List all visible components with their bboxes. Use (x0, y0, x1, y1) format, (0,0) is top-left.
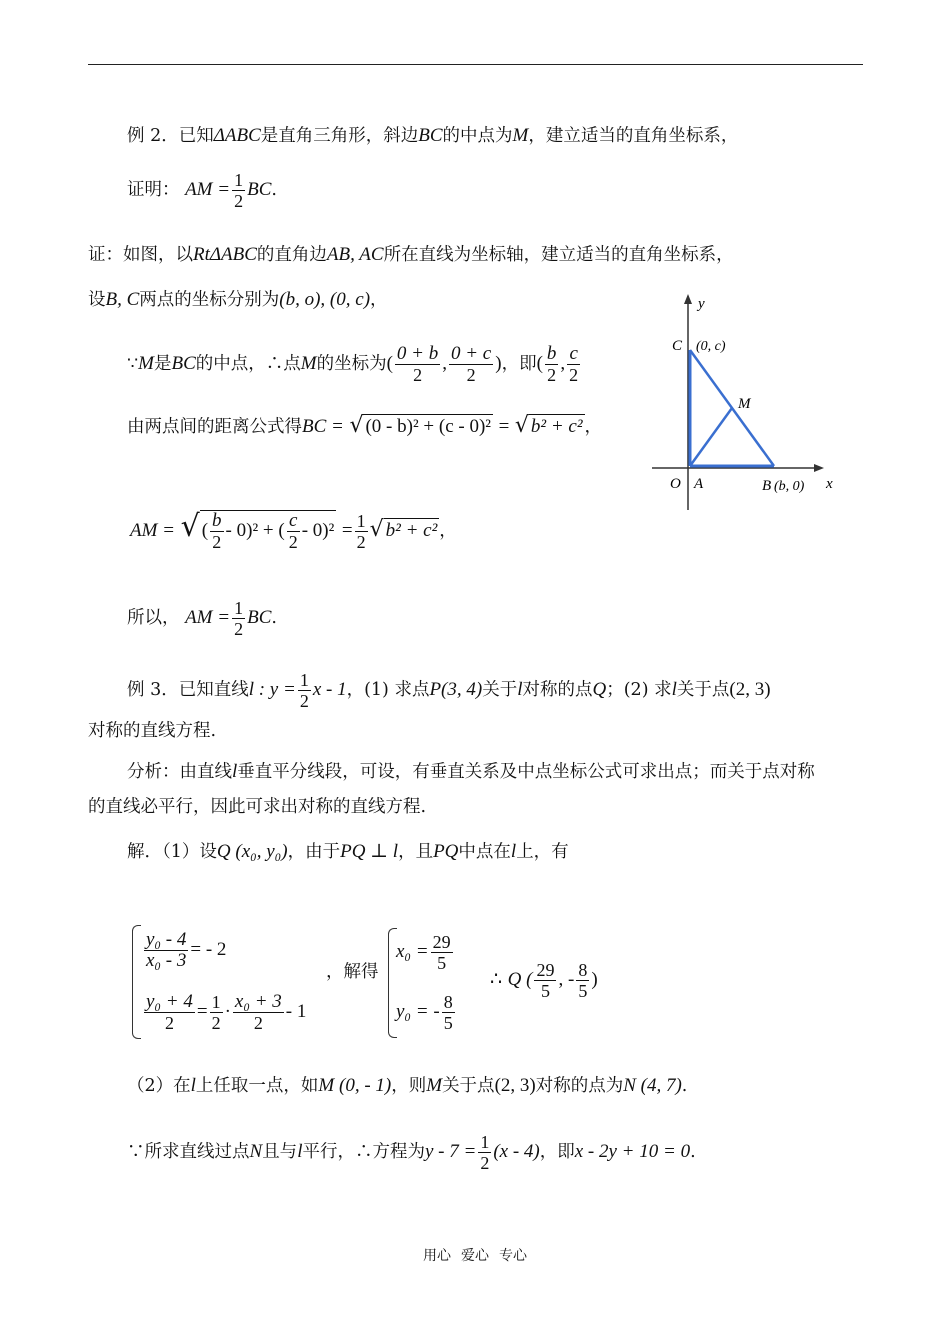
final-line: ∵所求直线过点N且与l平行，∴方程为y - 7 = $\frac{1}{2}$ (x - 4)，即x - 2y + 10 = 0. (127, 1132, 696, 1173)
example3-line-1: 例 3．已知直线l : y = $\frac{1}{2}$ x - 1，(1) 求点P(3, 4)关于l对称的点Q；(2) 求l关于点(2, 3) (127, 670, 771, 711)
proof-line-5: AM = √ ( $\frac{b}{2}$ - 0)² + ( $\frac{c}{2}$ - 0)² = $\frac{1}{2}$ √ b² + c² ， (130, 508, 457, 552)
x-axis-arrow (814, 464, 824, 472)
example3-line-2: 对称的直线方程. (88, 721, 217, 741)
coordinate-figure (650, 292, 850, 514)
label-b-coord: (b, 0) (774, 479, 805, 494)
proof-line-3: ∵M是BC的中点，∴点M的坐标为( $\frac{0 + b}{2}$ , $\frac{0 + c}{2}$ )，即( $\frac{b}{2}$ , $\frac{c}{2}$ (127, 344, 579, 385)
point-q-result: ∴ Q ( $\frac{29}{5}$ , - $\frac{8}{5}$ ) (490, 960, 598, 1001)
proof-line-1: 证：如图，以RtΔABC的直角边AB, AC所在直线为坐标轴，建立适当的直角坐标系， (88, 244, 734, 265)
example2-statement: 例 2．已知ΔABC是直角三角形，斜边BC的中点为M，建立适当的直角坐标系， (127, 125, 739, 146)
solution-y0: y₀ = - $\frac{8}{5}$ (396, 992, 453, 1033)
system-eq-2: $\frac{\text{y₀ + 4}}{2}$ = $\frac{1}{2}$ · $\frac{\text{x₀ + 3}}{2}$ - 1 (146, 991, 307, 1033)
system-eq-1: $\frac{\text{y₀ - 4}}{\text{x₀ - 3}}$ = - 2 (146, 929, 227, 971)
segment-am (690, 408, 732, 466)
label-c-coord: (0, c) (696, 339, 726, 354)
label-a: A (694, 476, 704, 492)
analysis-line-2: 的直线必平行，因此可求出对称的直线方程. (88, 797, 427, 817)
label-x: x (826, 476, 833, 492)
proof-goal: 证明： AM = $\frac{1}{2}$ BC. (127, 170, 277, 211)
solution-x0: x₀ = $\frac{29}{5}$ (396, 932, 451, 973)
analysis-line-1: 分析：由直线l垂直平分线段，可设，有垂直关系及中点坐标公式可求出点；而关于点对称 (127, 761, 815, 782)
solution-line-1: 解．（1）设Q (x₀, y₀)，由于PQ ⊥ l，且PQ中点在l上，有 (127, 841, 569, 862)
label-c: C (672, 338, 683, 354)
solve-label: ，解得 (326, 962, 379, 982)
label-b: B (762, 478, 772, 494)
proof-line-6: 所以， AM = $\frac{1}{2}$ BC. (127, 598, 277, 639)
label-o: O (670, 476, 681, 492)
proof-line-2: 设B, C两点的坐标分别为(b, o), (0, c)， (88, 289, 388, 310)
proof-line-4: 由两点间的距离公式得BC = √ (0 - b)² + (c - 0)² = √ b² + c² ， (127, 413, 603, 438)
system-brace (132, 925, 141, 1039)
y-axis-arrow (684, 294, 692, 304)
label-m: M (738, 396, 751, 412)
page-footer: 用心 爱心 专心 (423, 1248, 527, 1264)
part2-line: （2）在l上任取一点，如M (0, - 1)，则M关于点(2, 3)对称的点为N (4, 7). (127, 1075, 688, 1096)
label-y: y (698, 296, 705, 312)
header-rule (88, 64, 863, 65)
